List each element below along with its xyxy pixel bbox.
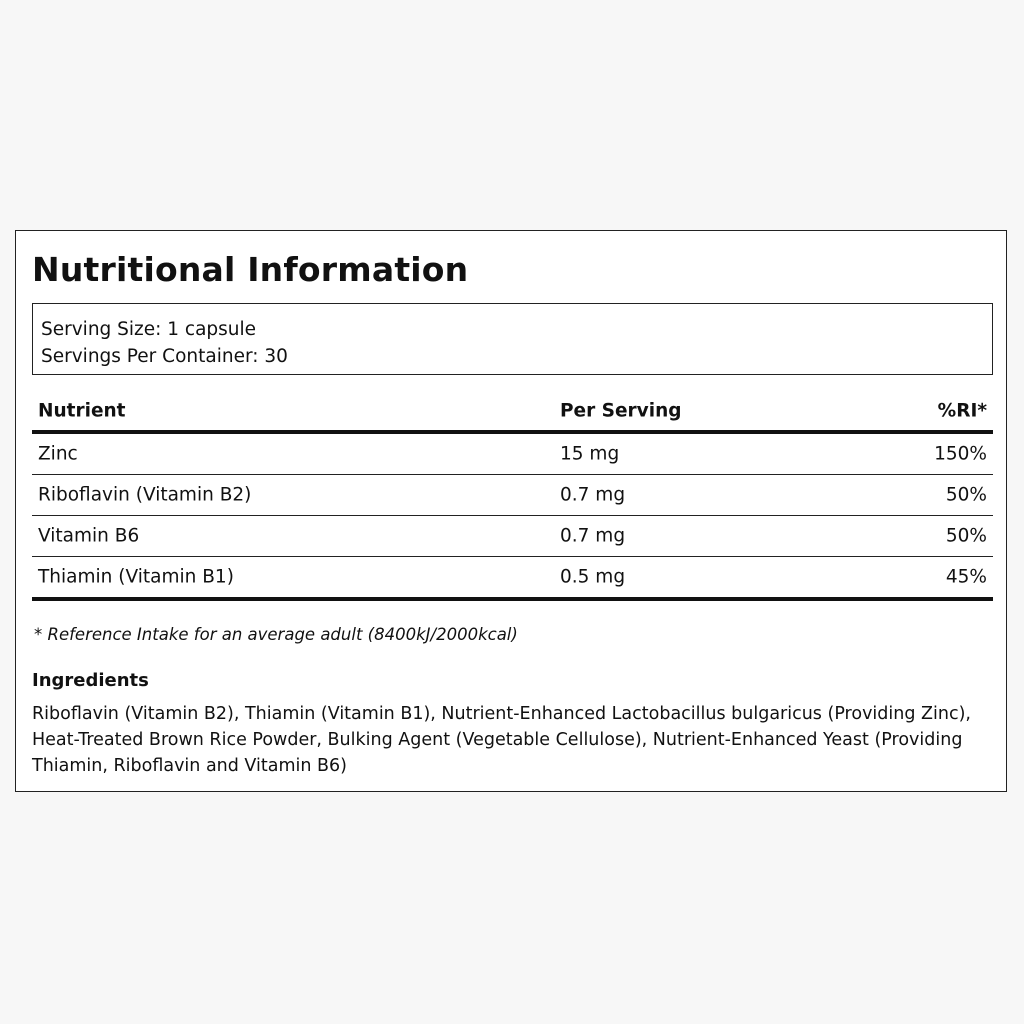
- nutrient-name: Zinc: [38, 443, 78, 465]
- table-row: [32, 475, 993, 516]
- table-row: [32, 557, 993, 601]
- header-per-serving: Per Serving: [560, 400, 682, 421]
- reference-intake-footnote: * Reference Intake for an average adult (8400kJ/2000kcal): [34, 625, 518, 644]
- header-nutrient: Nutrient: [38, 400, 126, 421]
- table-header-row: [32, 391, 993, 434]
- nutrient-amount: 0.7 mg: [560, 484, 626, 506]
- nutrient-ri: 45%: [945, 566, 987, 588]
- serving-info-box: [32, 303, 993, 375]
- header-ri: %RI*: [937, 400, 987, 421]
- nutrient-amount: 15 mg: [560, 443, 620, 465]
- nutrient-amount: 0.5 mg: [560, 566, 626, 588]
- ingredients-text: Riboflavin (Vitamin B2), Thiamin (Vitamin B1), Nutrient-Enhanced Lactobacillus bulgaricus (Providing Zinc), Heat-Treated Brown Rice Powder, Bulking Agent (Vegetable Cellulose), Nutrient-Enhanced Yeast (Providing Thiamin, Riboflavin and Vitamin B6): [32, 704, 971, 776]
- nutrient-ri: 50%: [945, 484, 987, 506]
- table-row: [32, 434, 993, 475]
- nutrient-ri: 150%: [934, 443, 987, 465]
- nutrient-table: [32, 391, 993, 601]
- ingredients-heading: Ingredients: [32, 670, 149, 691]
- nutrient-amount: 0.7 mg: [560, 525, 626, 547]
- nutrient-name: Vitamin B6: [38, 525, 140, 547]
- page-title: Nutritional Information: [32, 250, 469, 289]
- nutrition-panel: [15, 230, 1007, 792]
- serving-size: Serving Size: 1 capsule: [41, 319, 257, 340]
- table-row: [32, 516, 993, 557]
- nutrient-ri: 50%: [945, 525, 987, 547]
- servings-per-container: Servings Per Container: 30: [41, 346, 288, 367]
- nutrient-name: Riboflavin (Vitamin B2): [38, 484, 252, 506]
- nutrient-name: Thiamin (Vitamin B1): [38, 566, 234, 588]
